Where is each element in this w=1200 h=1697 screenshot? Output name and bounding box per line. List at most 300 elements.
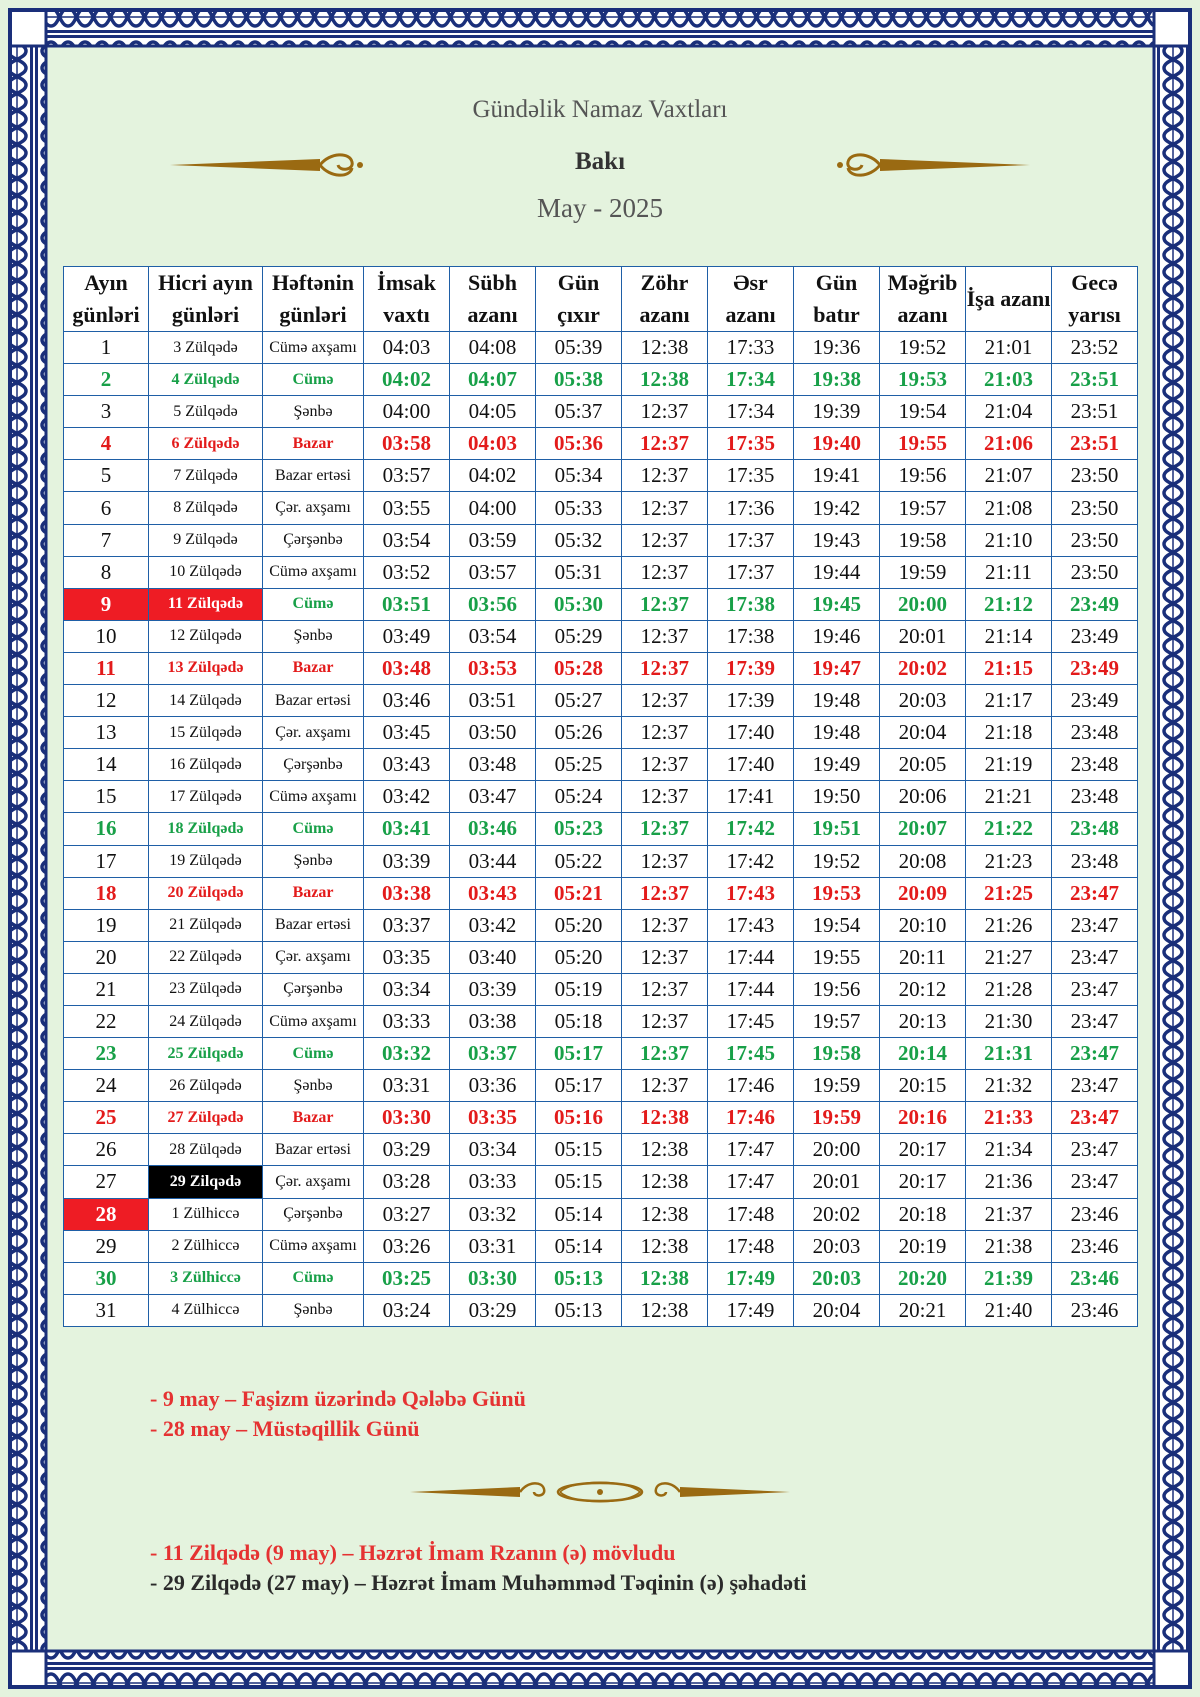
maghrib-cell: 20:04 xyxy=(880,717,966,749)
asr-cell: 17:35 xyxy=(708,460,794,492)
table-row xyxy=(64,620,1138,652)
hijri-cell: 13 Zülqədə xyxy=(149,652,263,684)
subh-cell: 03:34 xyxy=(450,1134,536,1166)
asr-cell: 17:36 xyxy=(708,492,794,524)
imsak-cell: 03:39 xyxy=(364,845,450,877)
subh-cell: 04:05 xyxy=(450,396,536,428)
midnight-cell: 23:51 xyxy=(1052,396,1138,428)
imsak-cell: 03:58 xyxy=(364,428,450,460)
midnight-cell: 23:46 xyxy=(1052,1198,1138,1230)
religious-note: - 29 Zilqədə (27 may) – Həzrət İmam Muhəmməd Təqinin (ə) şəhadəti xyxy=(150,1570,807,1595)
city-name: Bakı xyxy=(574,148,626,175)
column-header: Həftənin günləri xyxy=(263,267,364,332)
maghrib-cell: 20:00 xyxy=(880,588,966,620)
table-row xyxy=(64,652,1138,684)
isha-cell: 21:38 xyxy=(966,1230,1052,1262)
imsak-cell: 03:51 xyxy=(364,588,450,620)
midnight-cell: 23:48 xyxy=(1052,717,1138,749)
isha-cell: 21:08 xyxy=(966,492,1052,524)
isha-cell: 21:30 xyxy=(966,1005,1052,1037)
midnight-cell: 23:46 xyxy=(1052,1230,1138,1262)
state-holidays xyxy=(150,1384,526,1444)
table-row xyxy=(64,396,1138,428)
weekday-cell: Bazar ertəsi xyxy=(263,460,364,492)
sunrise-cell: 05:19 xyxy=(536,973,622,1005)
hijri-cell: 16 Zülqədə xyxy=(149,749,263,781)
hijri-cell: 6 Zülqədə xyxy=(149,428,263,460)
hijri-cell: 19 Zülqədə xyxy=(149,845,263,877)
isha-cell: 21:03 xyxy=(966,364,1052,396)
maghrib-cell: 19:52 xyxy=(880,332,966,364)
sunrise-cell: 05:16 xyxy=(536,1102,622,1134)
sunrise-cell: 05:18 xyxy=(536,1005,622,1037)
table-row xyxy=(64,588,1138,620)
isha-cell: 21:10 xyxy=(966,524,1052,556)
midnight-cell: 23:50 xyxy=(1052,460,1138,492)
day-cell: 23 xyxy=(64,1038,149,1070)
imsak-cell: 04:02 xyxy=(364,364,450,396)
subh-cell: 04:00 xyxy=(450,492,536,524)
sunrise-cell: 05:21 xyxy=(536,877,622,909)
sunset-cell: 19:53 xyxy=(794,877,880,909)
isha-cell: 21:23 xyxy=(966,845,1052,877)
hijri-cell: 17 Zülqədə xyxy=(149,781,263,813)
sunset-cell: 19:38 xyxy=(794,364,880,396)
subh-cell: 03:59 xyxy=(450,524,536,556)
day-cell: 3 xyxy=(64,396,149,428)
isha-cell: 21:26 xyxy=(966,909,1052,941)
asr-cell: 17:45 xyxy=(708,1038,794,1070)
weekday-cell: Cümə xyxy=(263,1262,364,1294)
midnight-cell: 23:48 xyxy=(1052,813,1138,845)
imsak-cell: 03:27 xyxy=(364,1198,450,1230)
sunrise-cell: 05:22 xyxy=(536,845,622,877)
midnight-cell: 23:51 xyxy=(1052,364,1138,396)
month-label: May - 2025 xyxy=(537,193,663,223)
asr-cell: 17:46 xyxy=(708,1070,794,1102)
sunrise-cell: 05:39 xyxy=(536,332,622,364)
asr-cell: 17:37 xyxy=(708,524,794,556)
weekday-cell: Çər. axşamı xyxy=(263,941,364,973)
sunrise-cell: 05:36 xyxy=(536,428,622,460)
maghrib-cell: 20:05 xyxy=(880,749,966,781)
asr-cell: 17:42 xyxy=(708,813,794,845)
asr-cell: 17:49 xyxy=(708,1262,794,1294)
zohr-cell: 12:37 xyxy=(622,781,708,813)
hijri-cell: 15 Zülqədə xyxy=(149,717,263,749)
isha-cell: 21:40 xyxy=(966,1294,1052,1326)
sunrise-cell: 05:20 xyxy=(536,909,622,941)
weekday-cell: Çərşənbə xyxy=(263,524,364,556)
isha-cell: 21:36 xyxy=(966,1166,1052,1198)
weekday-cell: Cümə xyxy=(263,588,364,620)
day-cell: 4 xyxy=(64,428,149,460)
hijri-cell: 1 Zülhiccə xyxy=(149,1198,263,1230)
day-cell: 21 xyxy=(64,973,149,1005)
subh-cell: 03:36 xyxy=(450,1070,536,1102)
imsak-cell: 03:31 xyxy=(364,1070,450,1102)
isha-cell: 21:37 xyxy=(966,1198,1052,1230)
maghrib-cell: 20:07 xyxy=(880,813,966,845)
midnight-cell: 23:49 xyxy=(1052,588,1138,620)
maghrib-cell: 20:17 xyxy=(880,1134,966,1166)
hijri-cell: 28 Zülqədə xyxy=(149,1134,263,1166)
sunset-cell: 19:48 xyxy=(794,717,880,749)
imsak-cell: 03:34 xyxy=(364,973,450,1005)
subh-cell: 03:44 xyxy=(450,845,536,877)
sunset-cell: 19:55 xyxy=(794,941,880,973)
hijri-cell: 20 Zülqədə xyxy=(149,877,263,909)
zohr-cell: 12:38 xyxy=(622,1134,708,1166)
maghrib-cell: 19:53 xyxy=(880,364,966,396)
midnight-cell: 23:51 xyxy=(1052,428,1138,460)
imsak-cell: 03:30 xyxy=(364,1102,450,1134)
subh-cell: 03:30 xyxy=(450,1262,536,1294)
midnight-cell: 23:47 xyxy=(1052,1102,1138,1134)
hijri-cell: 25 Zülqədə xyxy=(149,1038,263,1070)
maghrib-cell: 20:19 xyxy=(880,1230,966,1262)
subh-cell: 03:33 xyxy=(450,1166,536,1198)
sunset-cell: 20:00 xyxy=(794,1134,880,1166)
midnight-cell: 23:47 xyxy=(1052,941,1138,973)
subh-cell: 04:07 xyxy=(450,364,536,396)
subh-cell: 03:50 xyxy=(450,717,536,749)
weekday-cell: Şənbə xyxy=(263,396,364,428)
day-cell: 13 xyxy=(64,717,149,749)
page-title: Gündəlik Namaz Vaxtları xyxy=(472,96,728,123)
sunset-cell: 19:54 xyxy=(794,909,880,941)
table-row xyxy=(64,845,1138,877)
isha-cell: 21:34 xyxy=(966,1134,1052,1166)
weekday-cell: Cümə axşamı xyxy=(263,781,364,813)
zohr-cell: 12:37 xyxy=(622,973,708,1005)
subh-cell: 03:54 xyxy=(450,620,536,652)
hijri-cell: 29 Zilqədə xyxy=(149,1166,263,1198)
day-cell: 29 xyxy=(64,1230,149,1262)
asr-cell: 17:46 xyxy=(708,1102,794,1134)
midnight-cell: 23:50 xyxy=(1052,556,1138,588)
subh-cell: 03:43 xyxy=(450,877,536,909)
zohr-cell: 12:38 xyxy=(622,332,708,364)
table-row xyxy=(64,1134,1138,1166)
day-cell: 14 xyxy=(64,749,149,781)
zohr-cell: 12:37 xyxy=(622,941,708,973)
zohr-cell: 12:37 xyxy=(622,717,708,749)
zohr-cell: 12:37 xyxy=(622,1005,708,1037)
imsak-cell: 03:32 xyxy=(364,1038,450,1070)
maghrib-cell: 19:56 xyxy=(880,460,966,492)
isha-cell: 21:11 xyxy=(966,556,1052,588)
imsak-cell: 03:54 xyxy=(364,524,450,556)
midnight-cell: 23:47 xyxy=(1052,1134,1138,1166)
imsak-cell: 03:37 xyxy=(364,909,450,941)
zohr-cell: 12:37 xyxy=(622,813,708,845)
sunrise-cell: 05:13 xyxy=(536,1294,622,1326)
asr-cell: 17:47 xyxy=(708,1166,794,1198)
hijri-cell: 23 Zülqədə xyxy=(149,973,263,1005)
table-row xyxy=(64,1262,1138,1294)
weekday-cell: Çər. axşamı xyxy=(263,717,364,749)
weekday-cell: Şənbə xyxy=(263,1070,364,1102)
table-row xyxy=(64,941,1138,973)
day-cell: 24 xyxy=(64,1070,149,1102)
column-header: İmsak vaxtı xyxy=(364,267,450,332)
weekday-cell: Şənbə xyxy=(263,845,364,877)
maghrib-cell: 20:06 xyxy=(880,781,966,813)
isha-cell: 21:04 xyxy=(966,396,1052,428)
hijri-cell: 5 Zülqədə xyxy=(149,396,263,428)
sunrise-cell: 05:25 xyxy=(536,749,622,781)
subh-cell: 03:38 xyxy=(450,1005,536,1037)
column-header: Gecə yarısı xyxy=(1052,267,1138,332)
hijri-cell: 7 Zülqədə xyxy=(149,460,263,492)
imsak-cell: 03:42 xyxy=(364,781,450,813)
sunset-cell: 19:57 xyxy=(794,1005,880,1037)
maghrib-cell: 20:11 xyxy=(880,941,966,973)
table-row xyxy=(64,428,1138,460)
zohr-cell: 12:37 xyxy=(622,620,708,652)
isha-cell: 21:06 xyxy=(966,428,1052,460)
weekday-cell: Bazar xyxy=(263,1102,364,1134)
isha-cell: 21:07 xyxy=(966,460,1052,492)
maghrib-cell: 20:20 xyxy=(880,1262,966,1294)
day-cell: 1 xyxy=(64,332,149,364)
maghrib-cell: 20:16 xyxy=(880,1102,966,1134)
day-cell: 5 xyxy=(64,460,149,492)
day-cell: 12 xyxy=(64,685,149,717)
maghrib-cell: 20:14 xyxy=(880,1038,966,1070)
sunset-cell: 20:02 xyxy=(794,1198,880,1230)
asr-cell: 17:39 xyxy=(708,652,794,684)
religious-dates xyxy=(150,1538,806,1598)
subh-cell: 03:48 xyxy=(450,749,536,781)
sunset-cell: 19:50 xyxy=(794,781,880,813)
imsak-cell: 03:35 xyxy=(364,941,450,973)
day-cell: 18 xyxy=(64,877,149,909)
table-row xyxy=(64,973,1138,1005)
sunset-cell: 19:58 xyxy=(794,1038,880,1070)
table-row xyxy=(64,685,1138,717)
column-header: İşa azanı xyxy=(966,267,1052,332)
asr-cell: 17:40 xyxy=(708,749,794,781)
table-row xyxy=(64,1198,1138,1230)
asr-cell: 17:47 xyxy=(708,1134,794,1166)
table-row xyxy=(64,909,1138,941)
weekday-cell: Bazar xyxy=(263,652,364,684)
sunrise-cell: 05:13 xyxy=(536,1262,622,1294)
sunrise-cell: 05:24 xyxy=(536,781,622,813)
weekday-cell: Çər. axşamı xyxy=(263,492,364,524)
weekday-cell: Cümə axşamı xyxy=(263,1230,364,1262)
day-cell: 11 xyxy=(64,652,149,684)
maghrib-cell: 20:12 xyxy=(880,973,966,1005)
maghrib-cell: 20:02 xyxy=(880,652,966,684)
subh-cell: 03:35 xyxy=(450,1102,536,1134)
subh-cell: 03:29 xyxy=(450,1294,536,1326)
sunset-cell: 19:46 xyxy=(794,620,880,652)
subh-cell: 03:32 xyxy=(450,1198,536,1230)
sunset-cell: 19:40 xyxy=(794,428,880,460)
subh-cell: 03:42 xyxy=(450,909,536,941)
hijri-cell: 8 Zülqədə xyxy=(149,492,263,524)
isha-cell: 21:19 xyxy=(966,749,1052,781)
sunset-cell: 19:47 xyxy=(794,652,880,684)
hijri-cell: 27 Zülqədə xyxy=(149,1102,263,1134)
sunset-cell: 19:41 xyxy=(794,460,880,492)
imsak-cell: 03:28 xyxy=(364,1166,450,1198)
asr-cell: 17:39 xyxy=(708,685,794,717)
column-header: Gün batır xyxy=(794,267,880,332)
maghrib-cell: 19:57 xyxy=(880,492,966,524)
midnight-cell: 23:48 xyxy=(1052,749,1138,781)
midnight-cell: 23:48 xyxy=(1052,845,1138,877)
sunrise-cell: 05:17 xyxy=(536,1070,622,1102)
table-row xyxy=(64,492,1138,524)
sunrise-cell: 05:38 xyxy=(536,364,622,396)
hijri-cell: 4 Zülqədə xyxy=(149,364,263,396)
column-header: Zöhr azanı xyxy=(622,267,708,332)
asr-cell: 17:38 xyxy=(708,620,794,652)
zohr-cell: 12:37 xyxy=(622,652,708,684)
sunrise-cell: 05:28 xyxy=(536,652,622,684)
asr-cell: 17:37 xyxy=(708,556,794,588)
subh-cell: 03:53 xyxy=(450,652,536,684)
hijri-cell: 4 Zülhiccə xyxy=(149,1294,263,1326)
maghrib-cell: 20:18 xyxy=(880,1198,966,1230)
isha-cell: 21:25 xyxy=(966,877,1052,909)
day-cell: 15 xyxy=(64,781,149,813)
imsak-cell: 03:46 xyxy=(364,685,450,717)
maghrib-cell: 19:58 xyxy=(880,524,966,556)
sunrise-cell: 05:37 xyxy=(536,396,622,428)
sunset-cell: 19:42 xyxy=(794,492,880,524)
midnight-cell: 23:50 xyxy=(1052,524,1138,556)
hijri-cell: 11 Zülqədə xyxy=(149,588,263,620)
isha-cell: 21:21 xyxy=(966,781,1052,813)
sunset-cell: 19:51 xyxy=(794,813,880,845)
table-header-row xyxy=(64,267,1138,332)
imsak-cell: 03:55 xyxy=(364,492,450,524)
maghrib-cell: 20:15 xyxy=(880,1070,966,1102)
hijri-cell: 2 Zülhiccə xyxy=(149,1230,263,1262)
column-header: Əsr azanı xyxy=(708,267,794,332)
day-cell: 8 xyxy=(64,556,149,588)
zohr-cell: 12:37 xyxy=(622,909,708,941)
asr-cell: 17:48 xyxy=(708,1198,794,1230)
day-cell: 20 xyxy=(64,941,149,973)
holiday-note: - 9 may – Faşizm üzərində Qələbə Günü xyxy=(150,1386,526,1411)
sunset-cell: 19:59 xyxy=(794,1102,880,1134)
isha-cell: 21:18 xyxy=(966,717,1052,749)
day-cell: 22 xyxy=(64,1005,149,1037)
imsak-cell: 03:52 xyxy=(364,556,450,588)
zohr-cell: 12:37 xyxy=(622,588,708,620)
hijri-cell: 24 Zülqədə xyxy=(149,1005,263,1037)
zohr-cell: 12:37 xyxy=(622,396,708,428)
hijri-cell: 22 Zülqədə xyxy=(149,941,263,973)
sunset-cell: 20:04 xyxy=(794,1294,880,1326)
imsak-cell: 03:43 xyxy=(364,749,450,781)
table-row xyxy=(64,1166,1138,1198)
imsak-cell: 03:33 xyxy=(364,1005,450,1037)
asr-cell: 17:34 xyxy=(708,364,794,396)
zohr-cell: 12:38 xyxy=(622,1102,708,1134)
midnight-cell: 23:46 xyxy=(1052,1262,1138,1294)
maghrib-cell: 19:55 xyxy=(880,428,966,460)
table-row xyxy=(64,1005,1138,1037)
hijri-cell: 3 Zülqədə xyxy=(149,332,263,364)
hijri-cell: 10 Zülqədə xyxy=(149,556,263,588)
subh-cell: 03:39 xyxy=(450,973,536,1005)
zohr-cell: 12:38 xyxy=(622,1166,708,1198)
table-row xyxy=(64,781,1138,813)
subh-cell: 03:40 xyxy=(450,941,536,973)
sunset-cell: 19:43 xyxy=(794,524,880,556)
asr-cell: 17:44 xyxy=(708,941,794,973)
imsak-cell: 03:26 xyxy=(364,1230,450,1262)
weekday-cell: Cümə xyxy=(263,813,364,845)
isha-cell: 21:12 xyxy=(966,588,1052,620)
table-row xyxy=(64,1294,1138,1326)
table-body xyxy=(64,332,1138,1327)
hijri-cell: 26 Zülqədə xyxy=(149,1070,263,1102)
hijri-cell: 18 Zülqədə xyxy=(149,813,263,845)
zohr-cell: 12:37 xyxy=(622,845,708,877)
zohr-cell: 12:38 xyxy=(622,1230,708,1262)
asr-cell: 17:38 xyxy=(708,588,794,620)
sunset-cell: 20:01 xyxy=(794,1166,880,1198)
zohr-cell: 12:37 xyxy=(622,1070,708,1102)
sunset-cell: 19:49 xyxy=(794,749,880,781)
sunrise-cell: 05:29 xyxy=(536,620,622,652)
zohr-cell: 12:37 xyxy=(622,749,708,781)
maghrib-cell: 19:59 xyxy=(880,556,966,588)
sunset-cell: 19:36 xyxy=(794,332,880,364)
weekday-cell: Bazar xyxy=(263,877,364,909)
sunrise-cell: 05:31 xyxy=(536,556,622,588)
hijri-cell: 21 Zülqədə xyxy=(149,909,263,941)
midnight-cell: 23:46 xyxy=(1052,1294,1138,1326)
maghrib-cell: 20:08 xyxy=(880,845,966,877)
day-cell: 7 xyxy=(64,524,149,556)
sunrise-cell: 05:34 xyxy=(536,460,622,492)
weekday-cell: Çərşənbə xyxy=(263,1198,364,1230)
maghrib-cell: 20:21 xyxy=(880,1294,966,1326)
day-cell: 31 xyxy=(64,1294,149,1326)
midnight-cell: 23:47 xyxy=(1052,1005,1138,1037)
imsak-cell: 03:49 xyxy=(364,620,450,652)
table-row xyxy=(64,332,1138,364)
column-header: Hicri ayın günləri xyxy=(149,267,263,332)
day-cell: 30 xyxy=(64,1262,149,1294)
subh-cell: 03:56 xyxy=(450,588,536,620)
subh-cell: 03:47 xyxy=(450,781,536,813)
asr-cell: 17:42 xyxy=(708,845,794,877)
maghrib-cell: 20:17 xyxy=(880,1166,966,1198)
table-row xyxy=(64,524,1138,556)
sunrise-cell: 05:30 xyxy=(536,588,622,620)
zohr-cell: 12:37 xyxy=(622,524,708,556)
holiday-note: - 28 may – Müstəqillik Günü xyxy=(150,1416,420,1441)
sunset-cell: 19:39 xyxy=(794,396,880,428)
religious-note: - 11 Zilqədə (9 may) – Həzrət İmam Rzanın (ə) mövludu xyxy=(150,1540,676,1565)
subh-cell: 03:57 xyxy=(450,556,536,588)
maghrib-cell: 20:09 xyxy=(880,877,966,909)
isha-cell: 21:27 xyxy=(966,941,1052,973)
zohr-cell: 12:37 xyxy=(622,877,708,909)
maghrib-cell: 19:54 xyxy=(880,396,966,428)
day-cell: 28 xyxy=(64,1198,149,1230)
